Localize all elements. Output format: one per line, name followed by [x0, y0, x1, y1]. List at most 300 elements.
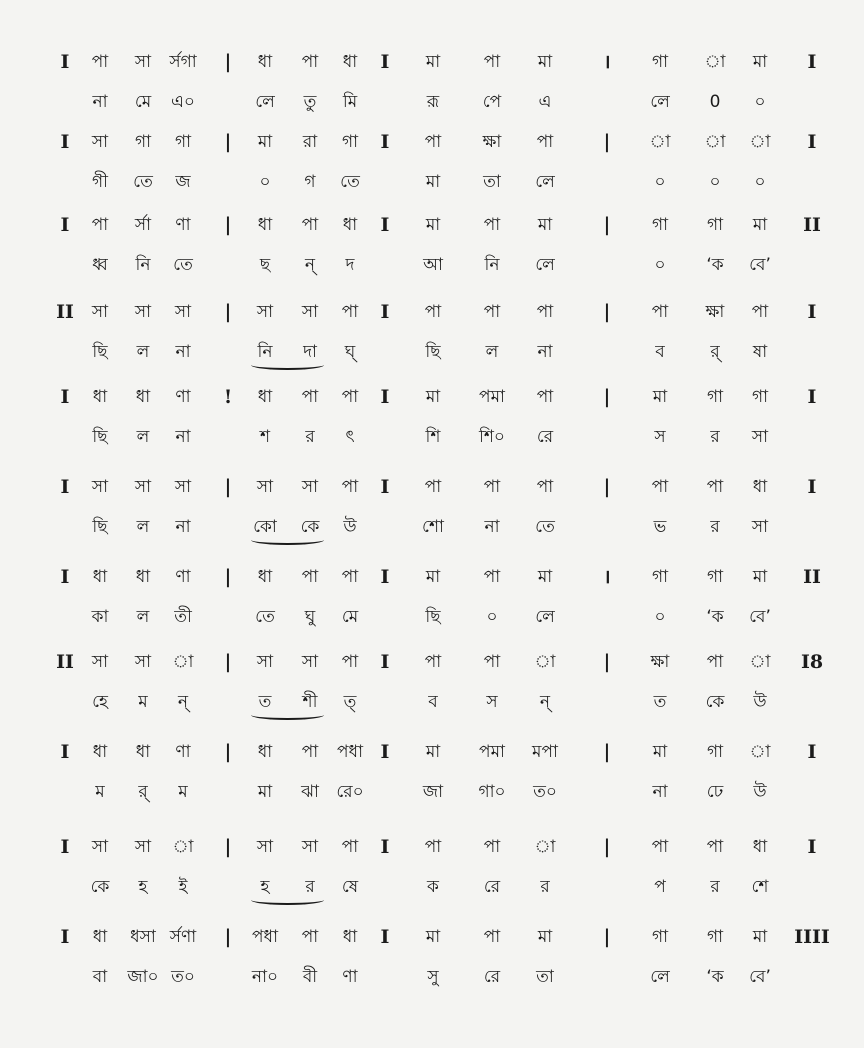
- lyric-syllable: র: [710, 877, 720, 897]
- lyric-syllable: ০: [754, 172, 766, 192]
- lyric-syllable: না: [175, 427, 191, 447]
- swara-note: ধা: [257, 215, 273, 235]
- swara-note: পা: [301, 387, 319, 407]
- lyric-syllable: ০: [754, 92, 766, 112]
- lyric-syllable: উ: [753, 692, 767, 712]
- bar-line: I: [380, 51, 390, 73]
- lyric-syllable: ‘ক: [706, 967, 724, 987]
- swara-note: ক্ষা: [650, 652, 670, 672]
- swara-row: [0, 925, 864, 965]
- swara-note: পা: [651, 837, 669, 857]
- swara-note: পমা: [479, 742, 505, 762]
- lyric-syllable: র: [305, 427, 315, 447]
- lyric-row: [0, 780, 864, 820]
- slur-mark: [251, 895, 324, 905]
- swara-note: পা: [341, 477, 359, 497]
- lyric-syllable: দা: [303, 342, 317, 362]
- lyric-syllable: কে: [90, 877, 110, 897]
- lyric-syllable: শি০: [479, 427, 505, 447]
- bar-line: I: [807, 51, 817, 73]
- swara-note: া: [534, 652, 556, 672]
- lyric-syllable: হ: [260, 877, 270, 897]
- lyric-syllable: র: [305, 877, 315, 897]
- swara-note: সা: [256, 837, 274, 857]
- lyric-syllable: ত০: [533, 782, 557, 802]
- swara-note: সা: [301, 837, 319, 857]
- lyric-syllable: এ: [538, 92, 552, 112]
- swara-note: পা: [483, 567, 501, 587]
- lyric-syllable: ছি: [92, 517, 108, 537]
- lyric-syllable: মা: [425, 172, 441, 192]
- lyric-syllable: ঘু: [304, 607, 316, 627]
- lyric-syllable: উ: [343, 517, 357, 537]
- swara-note: মা: [537, 215, 553, 235]
- lyric-syllable: সা: [751, 517, 769, 537]
- swara-note: ণা: [175, 387, 191, 407]
- lyric-syllable: রে: [483, 967, 501, 987]
- lyric-syllable: ছি: [92, 342, 108, 362]
- swara-note: পা: [341, 302, 359, 322]
- swara-note: গা: [706, 387, 724, 407]
- swara-note: সা: [256, 652, 274, 672]
- lyric-syllable: গ: [304, 172, 316, 192]
- swara-row: [0, 300, 864, 340]
- lyric-syllable: উ: [753, 782, 767, 802]
- swara-note: পা: [706, 837, 724, 857]
- swara-note: পা: [651, 302, 669, 322]
- lyric-syllable: ‘ক: [706, 255, 724, 275]
- bar-line: |: [224, 476, 232, 498]
- lyric-syllable: ণা: [342, 967, 358, 987]
- swara-note: পা: [91, 215, 109, 235]
- slur-mark: [251, 535, 324, 545]
- lyric-syllable: র: [710, 427, 720, 447]
- lyric-syllable: মে: [341, 607, 359, 627]
- lyric-syllable: দ: [345, 255, 355, 275]
- bar-line: I: [60, 836, 70, 858]
- bar-line: |: [603, 741, 611, 763]
- lyric-row: [0, 253, 864, 293]
- lyric-syllable: ছি: [92, 427, 108, 447]
- swara-note: র্সা: [134, 215, 152, 235]
- bar-line: I: [807, 476, 817, 498]
- swara-note: গা: [706, 927, 724, 947]
- bar-line: I: [380, 386, 390, 408]
- swara-note: া: [749, 742, 771, 762]
- lyric-syllable: তে: [173, 255, 193, 275]
- swara-note: সা: [134, 837, 152, 857]
- lyric-syllable: ল: [136, 342, 150, 362]
- swara-note: সা: [256, 477, 274, 497]
- swara-note: র্সগা: [169, 52, 197, 72]
- bar-line: I: [380, 301, 390, 323]
- lyric-syllable: র্: [710, 342, 720, 362]
- bar-line: II: [803, 214, 821, 236]
- lyric-syllable: কে: [300, 517, 320, 537]
- swara-note: গা: [134, 132, 152, 152]
- lyric-syllable: হ: [138, 877, 148, 897]
- bar-line: |: [603, 651, 611, 673]
- lyric-row: [0, 690, 864, 730]
- lyric-syllable: ০: [654, 255, 666, 275]
- bar-line: |: [603, 836, 611, 858]
- bar-line: I: [807, 741, 817, 763]
- bar-line: |: [224, 51, 232, 73]
- swara-note: মা: [425, 742, 441, 762]
- lyric-syllable: র্: [138, 782, 148, 802]
- swara-note: ধা: [257, 387, 273, 407]
- swara-note: ধা: [257, 742, 273, 762]
- swara-note: মা: [425, 387, 441, 407]
- lyric-syllable: ল: [136, 607, 150, 627]
- bar-line: |: [224, 131, 232, 153]
- swara-note: মা: [752, 567, 768, 587]
- swara-note: া: [749, 652, 771, 672]
- swara-note: পা: [651, 477, 669, 497]
- bar-line: I: [60, 926, 70, 948]
- lyric-syllable: র: [710, 517, 720, 537]
- swara-note: সা: [91, 302, 109, 322]
- swara-note: মা: [652, 387, 668, 407]
- swara-note: ধা: [257, 567, 273, 587]
- lyric-syllable: এ০: [171, 92, 195, 112]
- swara-note: া: [172, 837, 194, 857]
- lyric-row: [0, 425, 864, 465]
- swara-note: সা: [256, 302, 274, 322]
- lyric-syllable: শি: [425, 427, 441, 447]
- swara-note: মা: [425, 215, 441, 235]
- swara-note: পা: [424, 652, 442, 672]
- lyric-syllable: র: [540, 877, 550, 897]
- lyric-syllable: গী: [91, 172, 109, 192]
- lyric-syllable: লে: [535, 607, 555, 627]
- swara-note: ধা: [752, 477, 768, 497]
- swara-note: পা: [341, 652, 359, 672]
- swara-note: ক্ষা: [482, 132, 502, 152]
- lyric-syllable: রে: [536, 427, 554, 447]
- lyric-syllable: ০: [654, 172, 666, 192]
- swara-note: সা: [174, 477, 192, 497]
- swara-note: ক্ষা: [705, 302, 725, 322]
- swara-note: মা: [425, 52, 441, 72]
- bar-line: |: [224, 926, 232, 948]
- swara-row: [0, 835, 864, 875]
- lyric-syllable: না০: [251, 967, 279, 987]
- swara-note: গা: [651, 52, 669, 72]
- lyric-syllable: জ: [175, 172, 191, 192]
- lyric-syllable: ঘ্: [344, 342, 356, 362]
- lyric-syllable: না: [175, 517, 191, 537]
- swara-row: [0, 740, 864, 780]
- lyric-row: [0, 170, 864, 210]
- bar-line: |: [603, 926, 611, 948]
- bar-line: |: [224, 214, 232, 236]
- swara-note: গা: [651, 927, 669, 947]
- swara-note: সা: [301, 477, 319, 497]
- lyric-syllable: ষে: [341, 877, 359, 897]
- swara-note: পা: [424, 837, 442, 857]
- lyric-syllable: ল: [136, 517, 150, 537]
- lyric-syllable: স: [486, 692, 498, 712]
- bar-line: ।: [603, 51, 611, 73]
- swara-note: পা: [536, 387, 554, 407]
- swara-note: পা: [483, 652, 501, 672]
- bar-line: II: [56, 651, 74, 673]
- swara-row: [0, 50, 864, 90]
- lyric-syllable: ত০: [171, 967, 195, 987]
- lyric-syllable: নি: [257, 342, 273, 362]
- bar-line: I: [60, 566, 70, 588]
- lyric-syllable: 0: [709, 92, 721, 112]
- lyric-syllable: লে: [650, 967, 670, 987]
- lyric-row: [0, 875, 864, 915]
- swara-note: পা: [483, 52, 501, 72]
- lyric-syllable: না: [484, 517, 500, 537]
- swara-note: পা: [301, 927, 319, 947]
- lyric-syllable: না: [652, 782, 668, 802]
- lyric-syllable: ০: [259, 172, 271, 192]
- bar-line: |: [603, 476, 611, 498]
- swara-note: সা: [134, 302, 152, 322]
- swara-note: সা: [301, 302, 319, 322]
- swara-row: [0, 650, 864, 690]
- swara-note: পা: [341, 837, 359, 857]
- lyric-syllable: না: [537, 342, 553, 362]
- bar-line: I: [380, 926, 390, 948]
- lyric-syllable: ত: [653, 692, 667, 712]
- bar-line: |: [603, 214, 611, 236]
- lyric-syllable: ৎ: [345, 427, 355, 447]
- lyric-syllable: স: [654, 427, 666, 447]
- lyric-syllable: তী: [174, 607, 192, 627]
- bar-line: |: [224, 836, 232, 858]
- bar-line: I: [60, 386, 70, 408]
- bar-line: I: [60, 214, 70, 236]
- lyric-syllable: লে: [650, 92, 670, 112]
- bar-line: ।: [603, 566, 611, 588]
- lyric-syllable: কা: [91, 607, 109, 627]
- swara-note: মা: [425, 927, 441, 947]
- swara-note: পা: [483, 927, 501, 947]
- swara-note: পা: [536, 477, 554, 497]
- swara-note: পধা: [252, 927, 278, 947]
- lyric-syllable: শ: [259, 427, 271, 447]
- bar-line: |: [603, 386, 611, 408]
- bar-line: I: [380, 836, 390, 858]
- swara-note: গা: [341, 132, 359, 152]
- lyric-syllable: জা০: [127, 967, 159, 987]
- lyric-syllable: নি: [484, 255, 500, 275]
- swara-note: পা: [483, 477, 501, 497]
- lyric-syllable: ত্: [343, 692, 357, 712]
- lyric-syllable: কে: [705, 692, 725, 712]
- slur-mark: [251, 710, 324, 720]
- swara-note: ধা: [92, 567, 108, 587]
- swara-note: পা: [301, 52, 319, 72]
- lyric-syllable: আ: [423, 255, 443, 275]
- swara-note: ধা: [135, 742, 151, 762]
- swara-note: র্সণা: [169, 927, 197, 947]
- lyric-syllable: ধ্ব: [92, 255, 108, 275]
- swara-note: পমা: [479, 387, 505, 407]
- bar-line: II: [803, 566, 821, 588]
- lyric-syllable: ভ: [653, 517, 667, 537]
- bar-line: IIII: [794, 926, 830, 948]
- swara-note: ণা: [175, 567, 191, 587]
- bar-line: I: [380, 566, 390, 588]
- lyric-row: [0, 605, 864, 645]
- swara-note: মা: [537, 927, 553, 947]
- lyric-syllable: রে: [483, 877, 501, 897]
- swara-note: গা: [706, 567, 724, 587]
- lyric-syllable: তা: [483, 172, 501, 192]
- lyric-syllable: ঢে: [706, 782, 724, 802]
- swara-note: ধা: [135, 387, 151, 407]
- lyric-syllable: ম: [95, 782, 105, 802]
- swara-note: সা: [91, 132, 109, 152]
- bar-line: I: [60, 51, 70, 73]
- lyric-syllable: হে: [92, 692, 108, 712]
- swara-note: সা: [134, 477, 152, 497]
- swara-note: ধা: [342, 52, 358, 72]
- lyric-syllable: মে: [134, 92, 152, 112]
- swara-note: সা: [174, 302, 192, 322]
- swara-note: মা: [752, 52, 768, 72]
- swara-note: পা: [536, 132, 554, 152]
- swara-note: পা: [536, 302, 554, 322]
- lyric-syllable: রূ: [426, 92, 440, 112]
- swara-note: মা: [257, 132, 273, 152]
- bar-line: I: [380, 476, 390, 498]
- swara-note: পা: [301, 567, 319, 587]
- lyric-syllable: সু: [427, 967, 439, 987]
- swara-note: পা: [91, 52, 109, 72]
- bar-line: I: [807, 131, 817, 153]
- lyric-syllable: ০: [486, 607, 498, 627]
- lyric-syllable: বে’: [749, 607, 771, 627]
- lyric-syllable: তু: [303, 92, 317, 112]
- lyric-syllable: ই: [178, 877, 188, 897]
- swara-note: গা: [651, 215, 669, 235]
- swara-note: ধা: [92, 927, 108, 947]
- swara-note: পা: [706, 652, 724, 672]
- swara-note: পা: [424, 132, 442, 152]
- swara-row: [0, 475, 864, 515]
- swara-note: পা: [751, 302, 769, 322]
- slur-mark: [251, 360, 324, 370]
- swara-note: সা: [91, 837, 109, 857]
- swara-note: ধা: [752, 837, 768, 857]
- swara-note: পা: [424, 477, 442, 497]
- swara-note: ধসা: [130, 927, 156, 947]
- swara-note: মা: [752, 215, 768, 235]
- lyric-row: [0, 515, 864, 555]
- lyric-row: [0, 90, 864, 130]
- bar-line: I: [60, 476, 70, 498]
- lyric-syllable: ঝা: [301, 782, 319, 802]
- swara-note: গা: [651, 567, 669, 587]
- swara-note: ধা: [135, 567, 151, 587]
- bar-line: !: [223, 386, 233, 408]
- lyric-syllable: বে’: [749, 255, 771, 275]
- lyric-syllable: ন্: [539, 692, 551, 712]
- swara-note: পা: [424, 302, 442, 322]
- bar-line: I: [380, 741, 390, 763]
- bar-line: I8: [800, 651, 824, 673]
- lyric-syllable: ব: [655, 342, 665, 362]
- swara-note: পা: [483, 837, 501, 857]
- lyric-syllable: ত: [258, 692, 272, 712]
- lyric-syllable: ন্: [304, 255, 316, 275]
- lyric-row: [0, 965, 864, 1005]
- lyric-syllable: তে: [255, 607, 275, 627]
- lyric-syllable: ছি: [425, 342, 441, 362]
- swara-row: [0, 385, 864, 425]
- lyric-syllable: মি: [342, 92, 358, 112]
- swara-note: মা: [752, 927, 768, 947]
- lyric-syllable: না: [175, 342, 191, 362]
- swara-note: মা: [652, 742, 668, 762]
- swara-note: পা: [483, 215, 501, 235]
- lyric-syllable: লে: [255, 92, 275, 112]
- bar-line: II: [56, 301, 74, 323]
- swara-note: সা: [91, 477, 109, 497]
- bar-line: |: [224, 651, 232, 673]
- swara-note: ধা: [342, 215, 358, 235]
- swara-note: া: [649, 132, 671, 152]
- bar-line: |: [603, 131, 611, 153]
- lyric-syllable: তে: [340, 172, 360, 192]
- swara-note: ধা: [92, 742, 108, 762]
- lyric-syllable: বী: [302, 967, 318, 987]
- swara-note: া: [704, 52, 726, 72]
- lyric-syllable: ল: [136, 427, 150, 447]
- swara-note: পা: [483, 302, 501, 322]
- lyric-syllable: শো: [422, 517, 444, 537]
- bar-line: |: [224, 741, 232, 763]
- bar-line: I: [380, 131, 390, 153]
- swara-note: পা: [301, 215, 319, 235]
- swara-note: পা: [301, 742, 319, 762]
- lyric-syllable: তা: [536, 967, 554, 987]
- swara-note: রা: [302, 132, 318, 152]
- lyric-syllable: ০: [654, 607, 666, 627]
- swara-note: গা: [706, 215, 724, 235]
- lyric-syllable: ছি: [425, 607, 441, 627]
- lyric-syllable: গা০: [478, 782, 506, 802]
- lyric-syllable: ম: [178, 782, 188, 802]
- lyric-syllable: ব: [428, 692, 438, 712]
- swara-note: মা: [537, 567, 553, 587]
- bar-line: I: [60, 741, 70, 763]
- swara-note: ণা: [175, 742, 191, 762]
- lyric-syllable: শে: [751, 877, 769, 897]
- bar-line: I: [807, 301, 817, 323]
- swara-note: গা: [706, 742, 724, 762]
- swara-note: া: [704, 132, 726, 152]
- lyric-syllable: মা: [257, 782, 273, 802]
- lyric-syllable: ০: [709, 172, 721, 192]
- lyric-syllable: নি: [135, 255, 151, 275]
- swara-note: া: [172, 652, 194, 672]
- lyric-syllable: বা: [92, 967, 108, 987]
- bar-line: I: [380, 214, 390, 236]
- bar-line: I: [380, 651, 390, 673]
- swara-note: পা: [341, 387, 359, 407]
- swara-note: গা: [174, 132, 192, 152]
- swara-note: া: [749, 132, 771, 152]
- lyric-syllable: ছ: [259, 255, 271, 275]
